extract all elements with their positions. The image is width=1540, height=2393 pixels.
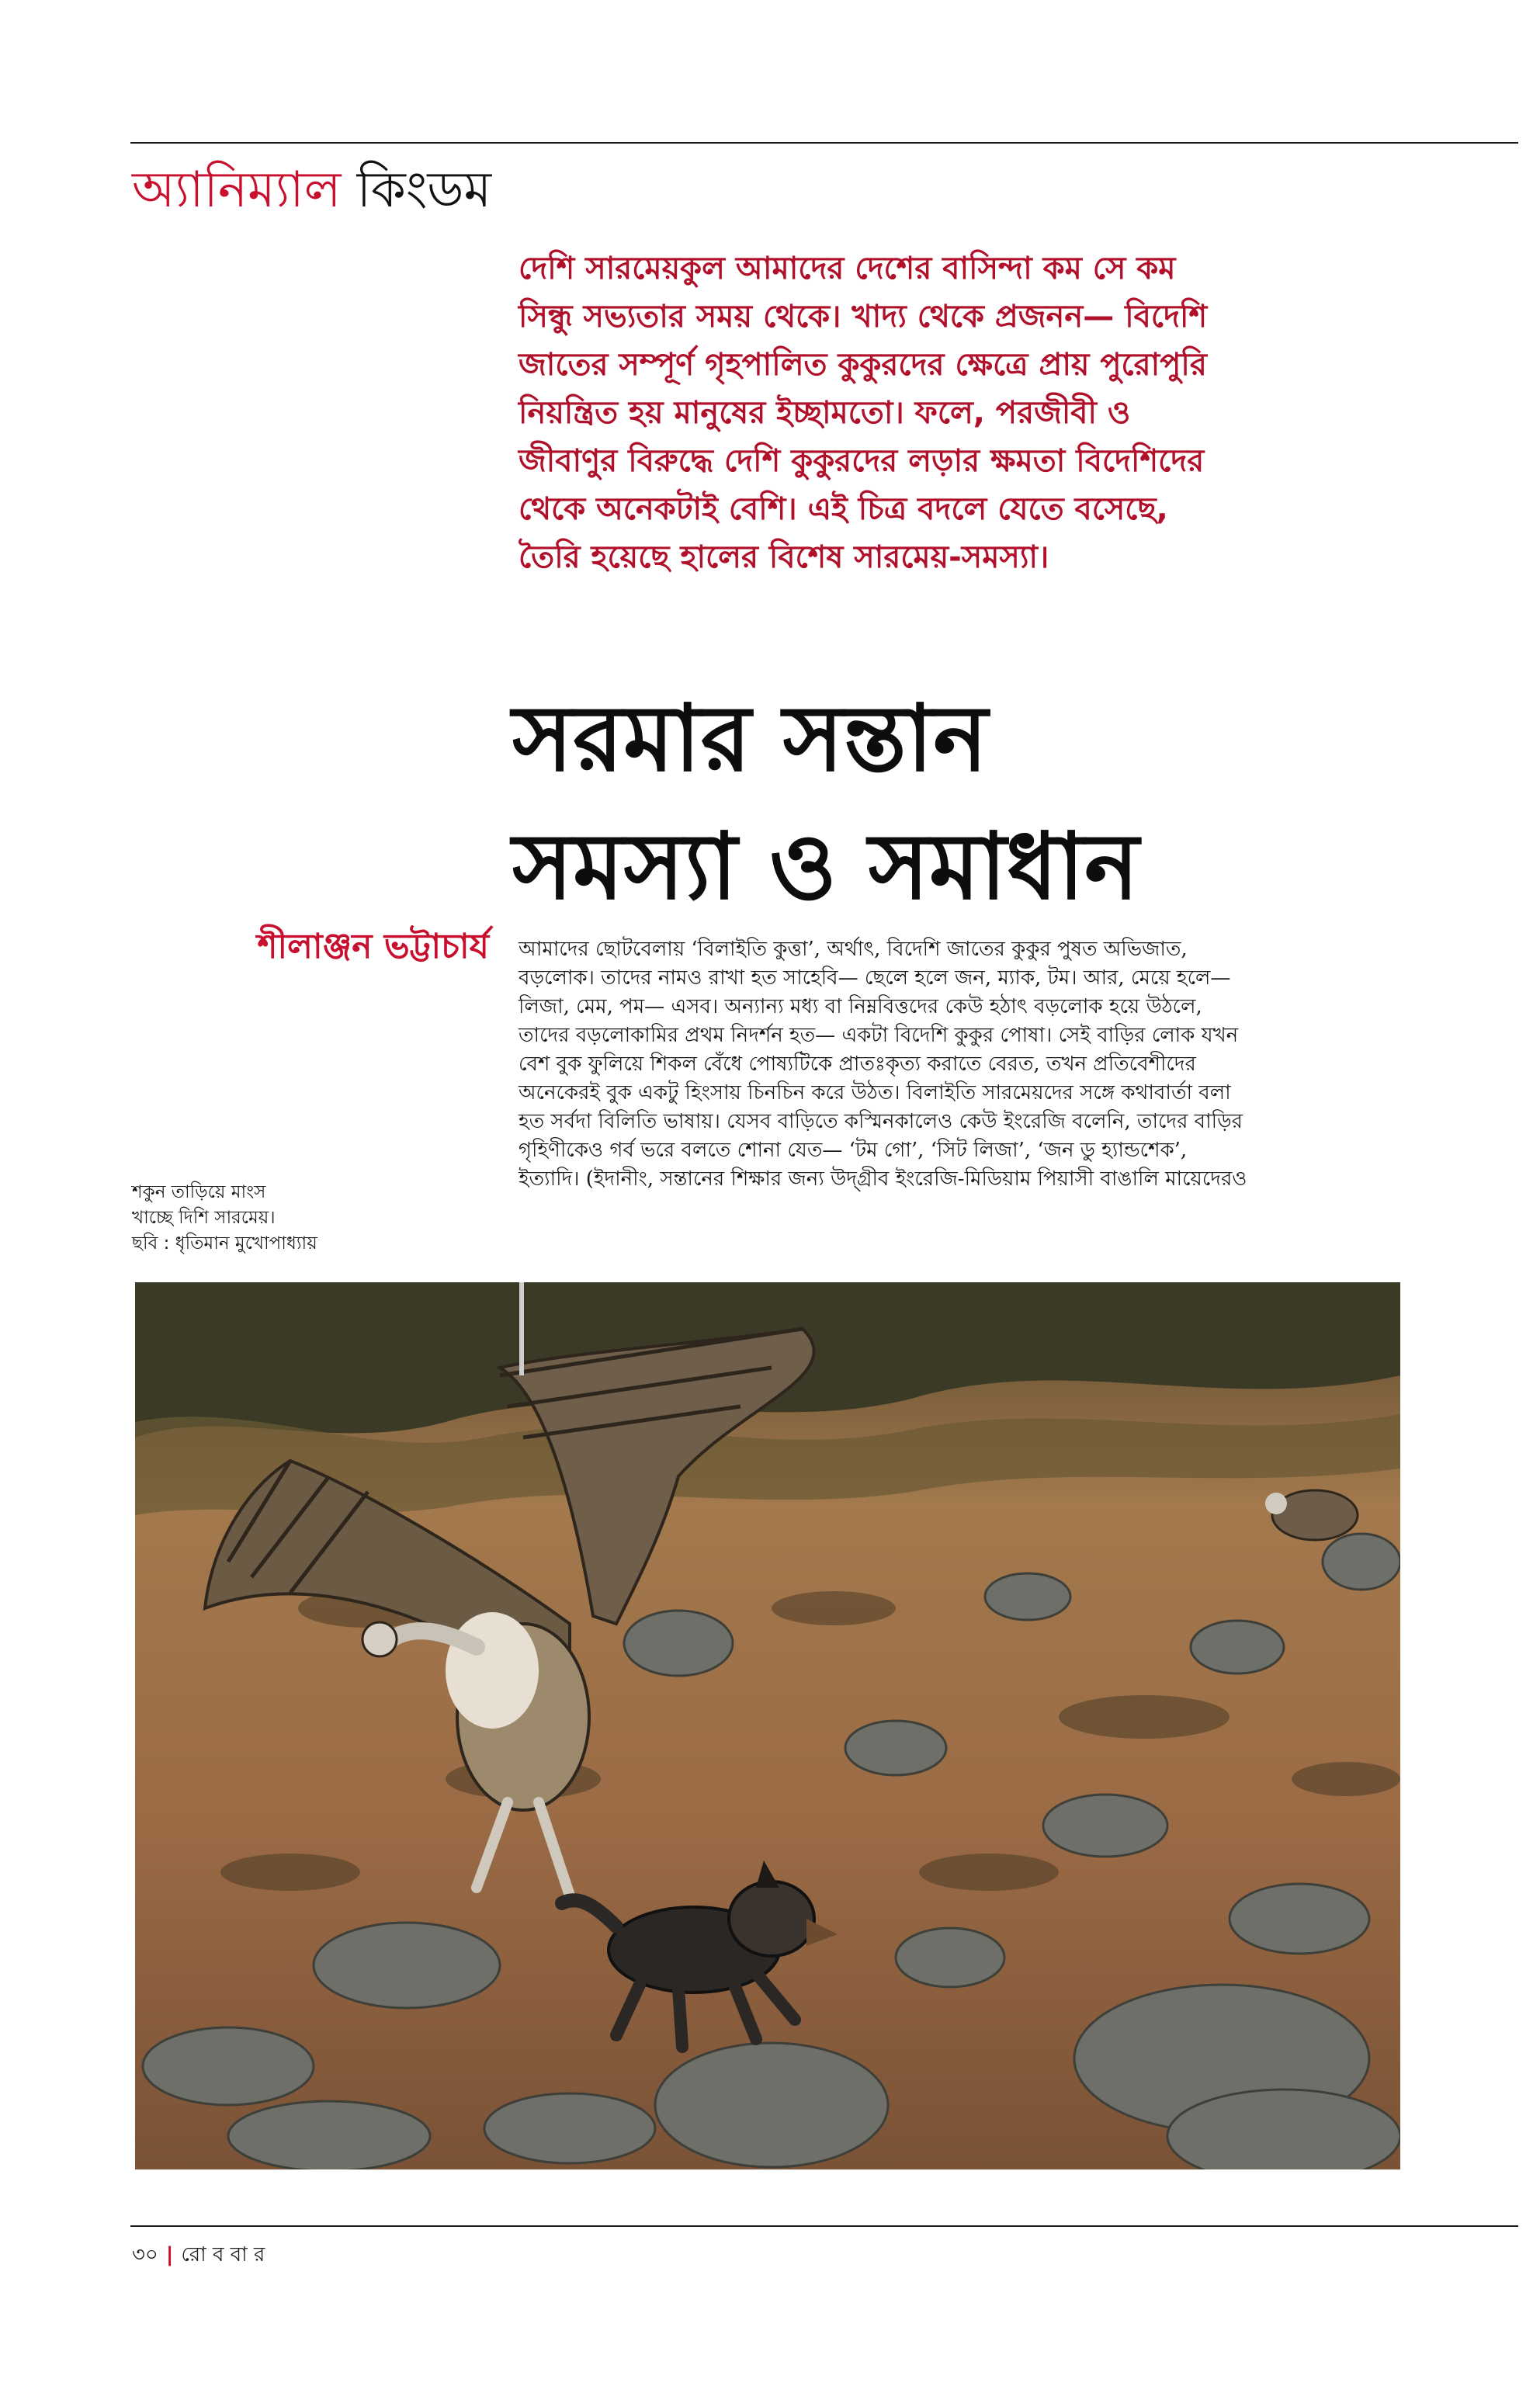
vulture-dog-photo — [135, 1282, 1400, 2169]
section-label — [132, 159, 491, 221]
photo-illustration — [135, 1282, 1400, 2169]
article-body: আমাদের ছোটবেলায় ‘বিলাইতি কুত্তা’, অর্থাৎ, বিদেশি জাতের কুকুর পুষত অভিজাত, বড়লোক। তাদের নামও রাখা হত সাহেবি— ছেলে হলে জন, ম্যাক, টম। আর, মেয়ে হলে— লিজা, মেম, পম— এসব। অন্যান্য মধ্য বা নিম্নবিত্তদের কেউ হঠাৎ বড়লোক হয়ে উঠলে, তাদের বড়লোকামির প্রথম নিদর্শন হত— একটা বিদেশি কুকুর পোষা। সেই বাড়ির লোক যখন বেশ বুক ফুলিয়ে শিকল বেঁধে পোষ্যটিকে প্রাতঃকৃত্য করাতে বেরত, তখন প্রতিবেশীদের অনেকেরই বুক একটু হিংসায় চিনচিন করে উঠত। বিলাইতি সারমেয়দের সঙ্গে কথাবার্তা বলা হত সর্বদা বিলিতি ভাষায়। যেসব বাড়িতে কস্মিনকালেও কেউ ইংরেজি বলেনি, তাদের বাড়ির গৃহিণীকেও গর্ব ভরে বলতে শোনা যেত— ‘টম গো’, ‘সিট লিজা’, ‘জন ডু হ্যান্ডশেক’, ইত্যাদি। (ইদানীং, সন্তানের শিক্ষার জন্য উদ্গ্রীব ইংরেজি-মিডিয়াম পিয়াসী বাঙালি মায়েদেরও — [519, 938, 1247, 1191]
top-rule — [130, 142, 1518, 144]
section-label-black: কিংডম — [356, 161, 492, 219]
page-number: ৩০ — [132, 2243, 158, 2266]
photo-caption: শকুন তাড়িয়ে মাংস খাচ্ছে দিশি সারমেয়। ছবি : ধৃতিমান মুখোপাধ্যায় — [132, 1182, 317, 1254]
intro-deck: দেশি সারমেয়কুল আমাদের দেশের বাসিন্দা কম সে কম সিন্ধু সভ্যতার সময় থেকে। খাদ্য থেকে প্রজনন— বিদেশি জাতের সম্পূর্ণ গৃহপালিত কুকুরদের ক্ষেত্রে প্রায় পুরোপুরি নিয়ন্ত্রিত হয় মানুষের ইচ্ছামতো। ফলে, পরজীবী ও জীবাণুর বিরুদ্ধে দেশি কুকুরদের লড়ার ক্ষমতা বিদেশিদের থেকে অনেকটাই বেশি। এই চিত্র বদলে যেতে বসেছে, তৈরি হয়েছে হালের বিশেষ সারমেয়-সমস্যা। — [519, 251, 1208, 575]
author-byline: শীলাঞ্জন ভট্টাচার্য — [257, 927, 489, 966]
folio-separator: | — [165, 2243, 174, 2266]
magazine-name: রো ব বা র — [181, 2243, 265, 2266]
page-folio — [132, 2242, 265, 2268]
section-label-red: অ্যানিম্যাল — [132, 161, 342, 219]
headline: সরমার সন্তান সমস্যা ও সমাধান — [512, 684, 1139, 920]
bottom-rule — [130, 2225, 1518, 2227]
